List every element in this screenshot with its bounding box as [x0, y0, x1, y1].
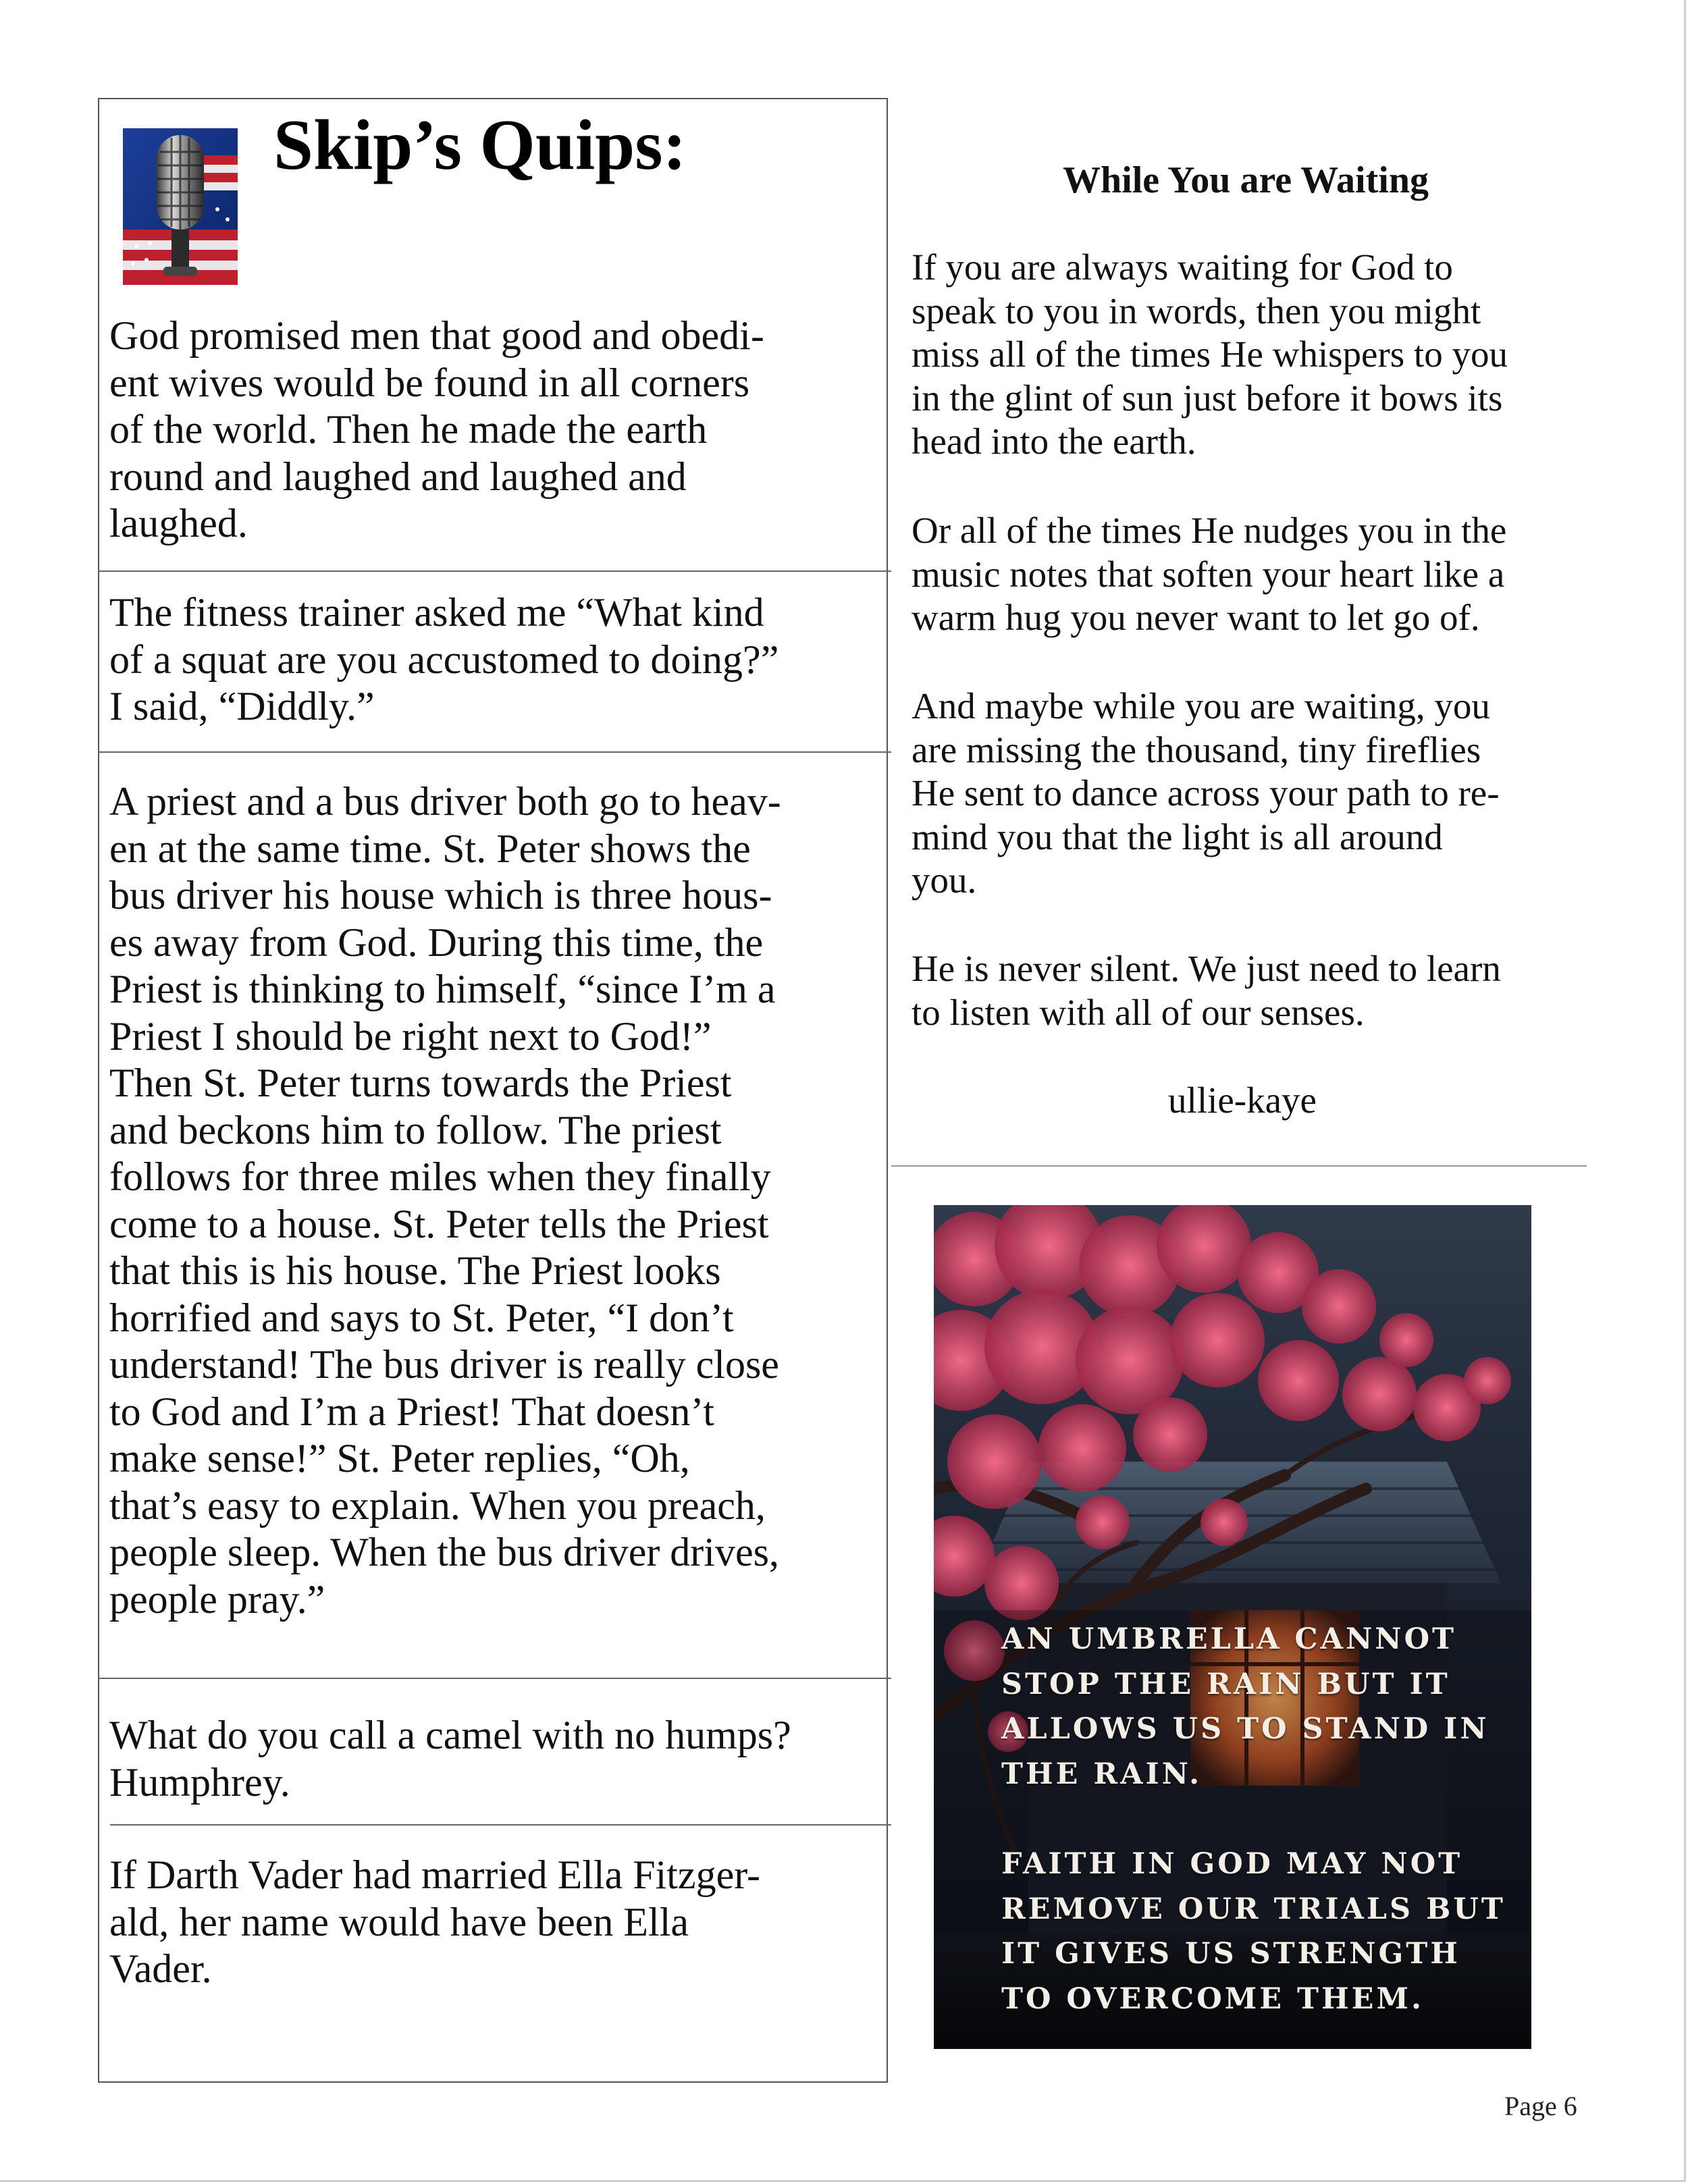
- poster-quote-1: AN UMBRELLA CANNOT STOP THE RAIN BUT IT ALLOWS US TO STAND IN THE RAIN.: [1001, 1622, 1489, 1791]
- divider: [98, 751, 891, 753]
- poem-paragraph-1: If you are always waiting for God to speak to you in words, then you might miss all of the times He whispers to you in the glint of sun just before it bows its head into the earth.: [912, 246, 1508, 462]
- joke-4: What do you call a camel with no humps? Humphrey.: [109, 1713, 791, 1805]
- joke-2: The fitness trainer asked me “What kind of a squat are you accustomed to doing?” I said, “Diddly.”: [109, 590, 779, 728]
- divider: [891, 1165, 1587, 1167]
- poem-paragraph-3: And maybe while you are waiting, you are missing the thousand, tiny fireflies He sent to dance across your path to re- mind you that the light is all around you.: [912, 685, 1500, 901]
- joke-3: A priest and a bus driver both go to heav- en at the same time. St. Peter shows the bus driver his house which is three hous- es away from God. During this time, the Priest is thinking to himself, “since I’m a Priest I should be right next to God!” Then St. Peter turns towards the Priest and beckons him to follow. The priest follows for three miles when they finally come to a house. St. Peter tells the Priest that this is his house. The Priest looks horrified and says to St. Peter, “I don’t understand! The bus driver is really close to God and I’m a Priest! That doesn’t make sense!” St. Peter replies, “Oh, that’s easy to explain. When you preach, people sleep. When the bus driver drives, people pray.”: [109, 779, 781, 1622]
- inspirational-poster-image: [934, 1205, 1531, 2049]
- poem-author: ullie-kaye: [1168, 1080, 1317, 1121]
- joke-1: God promised men that good and obedi- ent wives would be found in all corners of the world. Then he made the earth round and laughed and laughed and laughed.: [109, 313, 764, 545]
- divider: [98, 570, 891, 572]
- divider: [110, 1824, 891, 1826]
- joke-5: If Darth Vader had married Ella Fitzger- ald, her name would have been Ella Vader.: [109, 1853, 760, 1991]
- poem-paragraph-4: He is never silent. We just need to learn to listen with all of our senses.: [912, 948, 1501, 1033]
- poem-paragraph-2: Or all of the times He nudges you in the music notes that soften your heart like a warm hug you never want to let go of.: [912, 510, 1507, 638]
- poem-title: While You are Waiting: [1063, 159, 1429, 201]
- poster-quote-2: FAITH IN GOD MAY NOT REMOVE OUR TRIALS BUT IT GIVES US STRENGTH TO OVERCOME THEM.: [1001, 1847, 1506, 2016]
- page-number: Page 6: [1504, 2091, 1577, 2121]
- divider: [98, 1678, 891, 1679]
- microphone-flag-image: [123, 128, 238, 285]
- page-title: Skip’s Quips:: [273, 105, 687, 184]
